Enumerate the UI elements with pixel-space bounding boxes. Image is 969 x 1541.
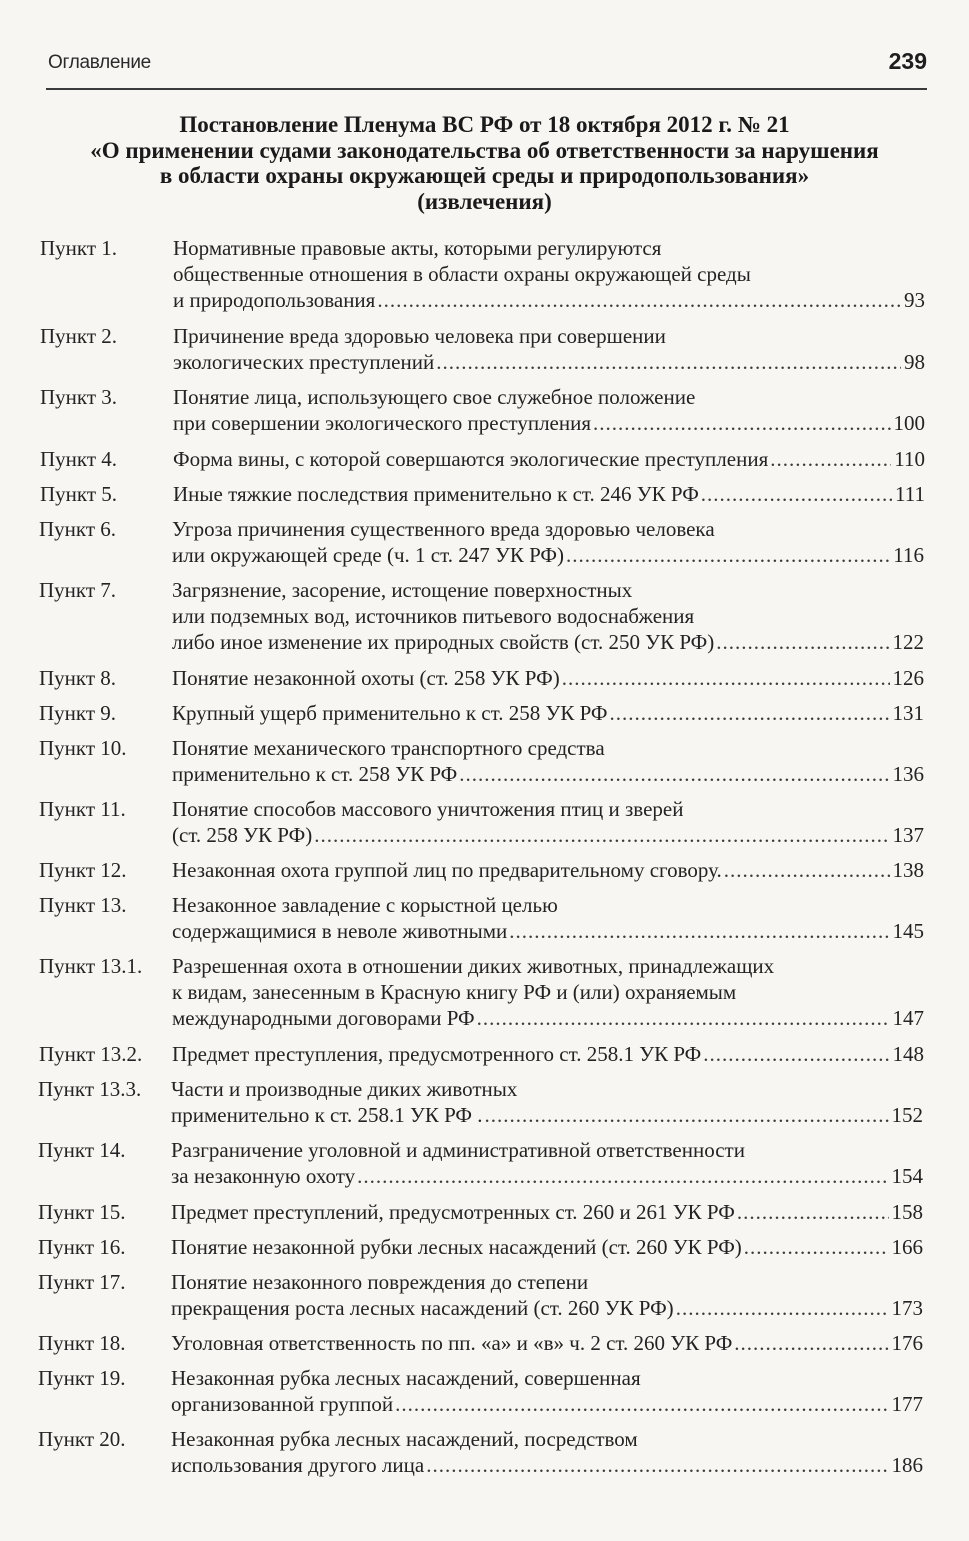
toc-entry-title-end: за незаконную охоту: [171, 1164, 356, 1188]
toc-entry-title: [172, 665, 924, 691]
toc-entry-label: Пункт 11.: [39, 797, 126, 821]
toc-entry-last-line: [172, 822, 924, 848]
toc-entry-title: [171, 1330, 923, 1356]
toc-entry-title-end: использования другого лица: [171, 1453, 425, 1477]
toc-entry-title: [172, 700, 924, 726]
toc-entry-page: 111: [895, 482, 925, 506]
toc-entry-title-line: Незаконная рубка лесных насаждений, совершенная: [171, 1366, 641, 1390]
toc-entry-page: 176: [891, 1331, 923, 1355]
dot-leader: [610, 700, 890, 726]
toc-entry-page: 177: [891, 1392, 923, 1416]
toc-entry-page: 152: [891, 1103, 923, 1127]
toc-entry-label: Пункт 18.: [38, 1331, 126, 1355]
toc-entry-title-line: Понятие лица, использующего свое служебное положение: [173, 385, 696, 409]
toc-entry-title-line: Разрешенная охота в отношении диких животных, принадлежащих: [172, 954, 775, 978]
toc-entry-label: Пункт 13.3.: [38, 1077, 142, 1101]
heading-line-1: Постановление Пленума ВС РФ от 18 октября 2012 г. № 21: [179, 112, 790, 137]
toc-entry-title-end: при совершении экологического преступления: [173, 411, 592, 435]
toc-entry-title-line: к видам, занесенным в Красную книгу РФ и (или) охраняемым: [172, 980, 737, 1004]
dot-leader: [716, 629, 889, 655]
toc-entry-page: 137: [892, 823, 924, 847]
toc-entry-title-end: и природопользования: [173, 288, 376, 312]
toc-entry-title-end: Понятие незаконной охоты (ст. 258 УК РФ): [172, 666, 560, 690]
toc-entry-title: [172, 953, 924, 1031]
toc-entry-label: Пункт 20.: [38, 1427, 126, 1451]
toc-entry-title-end: Предмет преступления, предусмотренного ст. 258.1 УК РФ: [172, 1042, 702, 1066]
toc-entry-title: [172, 857, 924, 883]
toc-entry-title-end: Уголовная ответственность по пп. «а» и «в» ч. 2 ст. 260 УК РФ: [171, 1331, 733, 1355]
toc-entry-label: Пункт 6.: [39, 517, 117, 541]
toc-entry-label: Пункт 2.: [40, 324, 118, 348]
toc-entry-title-end: применительно к ст. 258.1 УК РФ .: [171, 1103, 483, 1127]
toc-entry-last-line: [171, 1234, 923, 1260]
toc-entry-last-line: [172, 665, 924, 691]
dot-leader: [426, 1452, 888, 1478]
toc-entry-label: Пункт 3.: [40, 385, 118, 409]
toc-entry-page: 158: [891, 1200, 923, 1224]
toc-entry-label: Пункт 12.: [39, 858, 127, 882]
toc-entry-title-line: Разграничение уголовной и административной ответственности: [171, 1138, 745, 1162]
dot-leader: [314, 822, 889, 848]
toc-entry-title-end: прекращения роста лесных насаждений (ст. 260 УК РФ): [171, 1296, 674, 1320]
toc-entry-title-end: Иные тяжкие последствия применительно к ст. 246 УК РФ: [173, 482, 699, 506]
toc-entry-title-end: Форма вины, с которой совершаются экологические преступления: [173, 447, 769, 471]
dot-leader: [770, 446, 891, 472]
dot-leader: [485, 1102, 889, 1128]
toc-entry-last-line: [172, 542, 924, 568]
toc-entry-label: Пункт 15.: [38, 1200, 126, 1224]
toc-entry-title-end: Крупный ущерб применительно к ст. 258 УК РФ: [172, 701, 608, 725]
dot-leader: [436, 349, 901, 375]
toc-entry-title-end: применительно к ст. 258 УК РФ: [172, 762, 458, 786]
page-number: 239: [888, 48, 927, 74]
toc-entry-page: 100: [893, 411, 925, 435]
toc-entry-label: Пункт 9.: [39, 701, 117, 725]
toc-entry-last-line: [173, 446, 925, 472]
toc-entry-page: 126: [892, 666, 924, 690]
toc-entry-label: Пункт 8.: [39, 666, 117, 690]
toc-entry-label: Пункт 5.: [40, 482, 118, 506]
section-heading: [40, 112, 929, 214]
toc-entry-title-end: международными договорами РФ: [172, 1006, 475, 1030]
toc-entry-page: 136: [892, 762, 924, 786]
toc-entry-title-end: либо иное изменение их природных свойств (ст. 250 УК РФ): [172, 630, 715, 654]
toc-entry-page: 93: [904, 288, 925, 312]
dot-leader: [703, 1041, 889, 1067]
running-title: Оглавление: [48, 52, 151, 73]
toc-entry-title: [172, 1041, 924, 1067]
dot-leader: [357, 1163, 888, 1189]
toc-entry-title: [172, 796, 924, 848]
toc-entry-label: Пункт 4.: [40, 447, 118, 471]
toc-entry-page: 186: [891, 1453, 923, 1477]
toc-entry-title: [171, 1269, 923, 1321]
toc-entry-title-line: Понятие незаконного повреждения до степени: [171, 1270, 589, 1294]
toc-entry-title-end: содержащимися в неволе животными: [172, 919, 508, 943]
toc-entry-page: 110: [894, 447, 925, 471]
toc-entry-title: [173, 235, 925, 313]
toc-entry-last-line: [171, 1330, 923, 1356]
toc-entry-title-line: Понятие способов массового уничтожения птиц и зверей: [172, 797, 684, 821]
toc-entry-title-line: Незаконная рубка лесных насаждений, посредством: [171, 1427, 638, 1451]
running-head: [46, 48, 927, 90]
toc-entry-label: Пункт 14.: [38, 1138, 126, 1162]
toc-entry-title-line: Загрязнение, засорение, истощение поверхностных: [172, 578, 633, 602]
toc-entry-last-line: [172, 629, 924, 655]
toc-entry-title-end: (ст. 258 УК РФ): [172, 823, 313, 847]
heading-line-2: «О применении судами законодательства об ответственности за нарушения: [90, 137, 879, 163]
toc-entry-last-line: [172, 761, 924, 787]
dot-leader: [395, 1391, 888, 1417]
dot-leader: [676, 1295, 889, 1321]
dot-leader: [724, 857, 890, 883]
toc-entry-page: 145: [892, 919, 924, 943]
toc-entry-label: Пункт 13.: [39, 893, 127, 917]
dot-leader: [377, 287, 901, 313]
toc-entry-page: 116: [893, 543, 924, 567]
toc-entry-page: 154: [891, 1164, 923, 1188]
toc-entry-title-end: организованной группой: [171, 1392, 394, 1416]
toc-entry-title-end: или окружающей среде (ч. 1 ст. 247 УК РФ): [172, 543, 564, 567]
toc-entry-last-line: [171, 1295, 923, 1321]
toc-entry-last-line: [171, 1391, 923, 1417]
dot-leader: [744, 1234, 889, 1260]
dot-leader: [477, 1005, 890, 1031]
toc-entry-title: [172, 892, 924, 944]
dot-leader: [593, 410, 890, 436]
toc-entry-last-line: [173, 481, 925, 507]
toc-entry-last-line: [172, 1005, 924, 1031]
toc-entry-title: [173, 446, 925, 472]
toc-entry-last-line: [172, 1041, 924, 1067]
toc-entry-title: [172, 516, 924, 568]
toc-entry-label: Пункт 17.: [38, 1270, 126, 1294]
dot-leader: [459, 761, 889, 787]
toc-entry-title: [171, 1076, 923, 1128]
toc-entry-title-end: Незаконная охота группой лиц по предварительному сговору.: [172, 858, 722, 882]
heading-line-3: в области охраны окружающей среды и природопользования»: [159, 163, 810, 188]
toc-entry-title: [171, 1365, 923, 1417]
toc-entry-title: [171, 1234, 923, 1260]
toc-entry-page: 147: [892, 1006, 924, 1030]
toc-entry-title: [171, 1426, 923, 1478]
toc-entry-title: [172, 577, 924, 655]
dot-leader: [509, 918, 889, 944]
toc-entry-title-line: Угроза причинения существенного вреда здоровью человека: [172, 517, 715, 541]
toc-entry-last-line: [171, 1163, 923, 1189]
toc-entry-last-line: [172, 857, 924, 883]
toc-entry-page: 173: [891, 1296, 923, 1320]
toc-entry-page: 122: [892, 630, 924, 654]
toc-entry-label: Пункт 16.: [38, 1235, 126, 1259]
toc-entry-label: Пункт 13.1.: [39, 954, 143, 978]
toc-entry-title: [173, 384, 925, 436]
toc-entry-label: Пункт 19.: [38, 1366, 126, 1390]
toc-entry-page: 166: [891, 1235, 923, 1259]
dot-leader: [562, 665, 890, 691]
toc-entry-label: Пункт 1.: [40, 236, 118, 260]
dot-leader: [566, 542, 890, 568]
toc-entry-last-line: [171, 1102, 923, 1128]
toc-entry-title: [171, 1137, 923, 1189]
toc-entry-last-line: [172, 700, 924, 726]
toc-entry-title: [171, 1199, 923, 1225]
dot-leader: [701, 481, 892, 507]
toc-entry-page: 131: [892, 701, 924, 725]
toc-entry-title-line: общественные отношения в области охраны окружающей среды: [173, 262, 751, 286]
heading-line-4: (извлечения): [417, 188, 552, 214]
toc-entry-title: [173, 481, 925, 507]
toc-entry-last-line: [172, 918, 924, 944]
toc-entry-title-line: Незаконное завладение с корыстной целью: [172, 893, 558, 917]
toc-entry-page: 138: [892, 858, 924, 882]
toc-entry-title-end: экологических преступлений: [173, 350, 435, 374]
toc-entry-label: Пункт 13.2.: [39, 1042, 143, 1066]
toc-entry-last-line: [171, 1452, 923, 1478]
dot-leader: [737, 1199, 889, 1225]
toc-entry-page: 148: [892, 1042, 924, 1066]
toc-entry-title-line: Причинение вреда здоровью человека при совершении: [173, 324, 666, 348]
toc-entry-title: [172, 735, 924, 787]
toc-entry-title-line: Части и производные диких животных: [171, 1077, 518, 1101]
toc-entry-last-line: [173, 410, 925, 436]
toc-entry-title-end: Понятие незаконной рубки лесных насаждений (ст. 260 УК РФ): [171, 1235, 742, 1259]
toc-entry-page: 98: [904, 350, 925, 374]
toc-entry-title-line: Нормативные правовые акты, которыми регулируются: [173, 236, 662, 260]
toc-entry-title: [173, 323, 925, 375]
dot-leader: [734, 1330, 888, 1356]
toc-entry-label: Пункт 7.: [39, 578, 117, 602]
toc-entry-label: Пункт 10.: [39, 736, 127, 760]
toc-entry-title-line: или подземных вод, источников питьевого водоснабжения: [172, 604, 695, 628]
toc-entry-last-line: [173, 349, 925, 375]
toc-entry-title-end: Предмет преступлений, предусмотренных ст. 260 и 261 УК РФ: [171, 1200, 735, 1224]
toc-entry-last-line: [173, 287, 925, 313]
toc-entry-last-line: [171, 1199, 923, 1225]
toc-entry-title-line: Понятие механического транспортного средства: [172, 736, 605, 760]
